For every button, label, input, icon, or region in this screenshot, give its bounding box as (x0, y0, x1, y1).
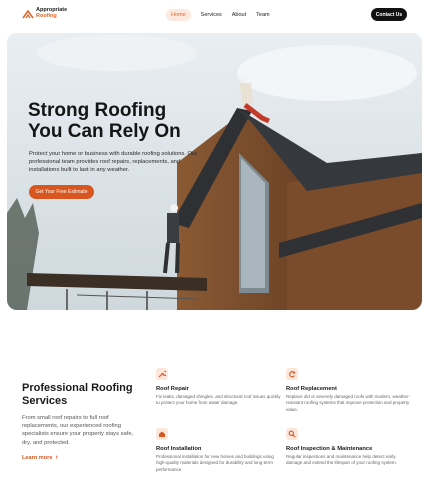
hero-description: Protect your home or business with durable roofing solutions. Our professional team provides roof repairs, replacements, and installations built to last in any weather. (29, 151, 198, 174)
refresh-icon (286, 368, 298, 380)
service-card-title: Roof Replacement (286, 386, 337, 392)
learn-more-link[interactable] (22, 454, 58, 461)
roof-logo-icon (22, 9, 34, 19)
chevron-right-icon: › (55, 454, 58, 461)
brand-line2: Roofing (36, 12, 57, 19)
top-nav (0, 0, 431, 28)
service-card-description: Professional installation for new homes and buildings using high-quality materials designed for durability and long-term performance. (156, 454, 274, 472)
learn-more-label: Learn more (22, 454, 53, 461)
hero-title (28, 100, 248, 142)
nav-link-team[interactable]: Team (256, 12, 270, 18)
house-icon (156, 428, 168, 440)
service-card-title: Roof Repair (156, 386, 189, 392)
logo[interactable] (22, 8, 67, 19)
services-title: Professional Roofing Services (22, 382, 133, 407)
nav-link-services[interactable]: Services (200, 12, 222, 18)
hero-section (7, 33, 422, 310)
nav-link-about[interactable]: About (231, 12, 247, 18)
service-card-title: Roof Installation (156, 446, 202, 452)
hero-title-line1: Strong Roofing (28, 100, 167, 121)
service-card-roof-inspection[interactable] (286, 428, 411, 467)
service-card-description: Regular inspections and maintenance help detect early damage and extend the lifespan of your roofing system. (286, 454, 397, 466)
service-card-roof-installation[interactable] (156, 428, 281, 473)
service-card-description: Replace old or severely damaged roofs with modern, weather-resistant roofing systems that improve protection and property value. (286, 394, 411, 412)
service-card-title: Roof Inspection & Maintenance (286, 446, 373, 452)
brand-name (36, 8, 67, 19)
brand-line1: Appropriate (36, 7, 68, 13)
wrench-icon (156, 368, 168, 380)
service-card-roof-repair[interactable] (156, 368, 281, 407)
nav-links (166, 9, 280, 21)
free-estimate-button[interactable]: Get Your Free Estimate (29, 185, 94, 199)
contact-us-button[interactable]: Contact Us (371, 8, 407, 21)
hero-title-line2: You Can Rely On (28, 121, 181, 142)
service-card-description: Fix leaks, damaged shingles, and structural roof issues quickly to protect your home from water damage. (156, 394, 281, 406)
nav-link-home[interactable]: Home (166, 9, 191, 21)
service-card-roof-replacement[interactable] (286, 368, 411, 413)
search-icon (286, 428, 298, 440)
services-description: From small roof repairs to full roof replacements, our experienced roofing specialists ensure your property stays safe, dry, and protected. (22, 415, 134, 446)
